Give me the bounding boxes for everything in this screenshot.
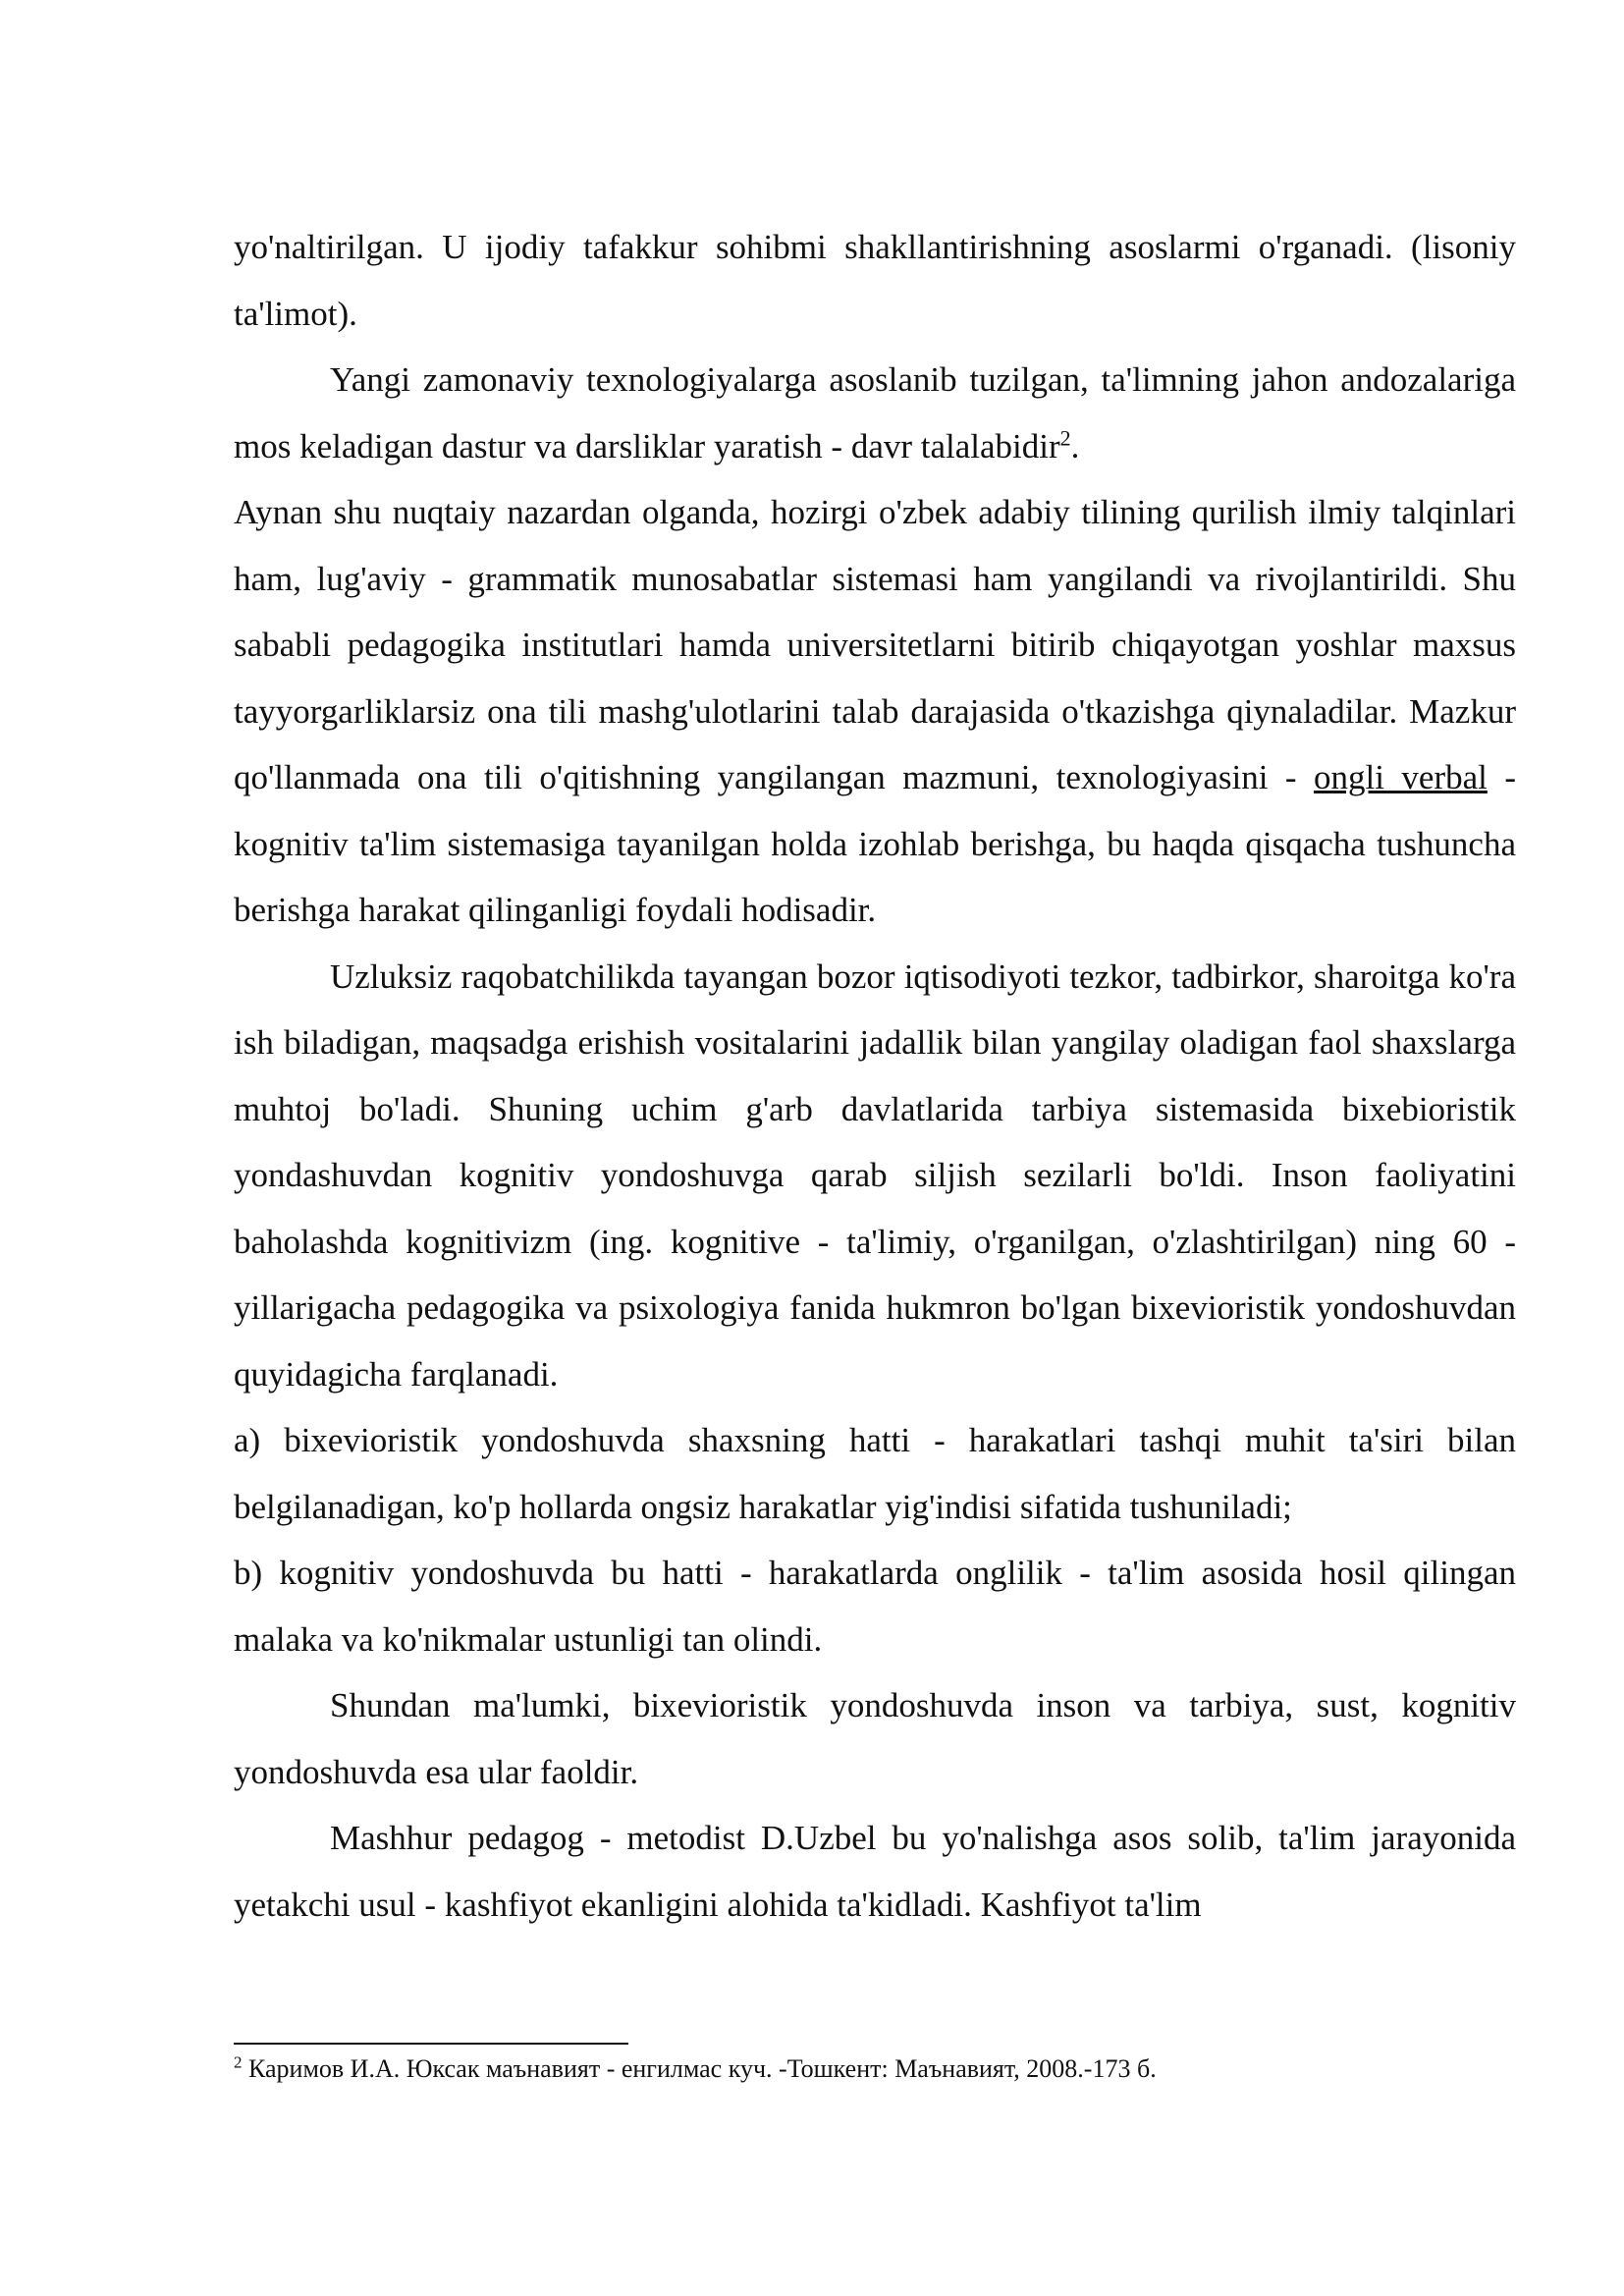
list-item-b: b) kognitiv yondoshuvda bu hatti - harakatlarda onglilik - ta'lim asosida hosil qilingan malaka va ko'nikmalar ustunligi tan olindi. [234, 1554, 1516, 1659]
underlined-term: ongli verbal [1314, 758, 1488, 796]
body-text [234, 214, 1516, 1938]
footnote [234, 2052, 1516, 2086]
paragraph-text: Yangi zamonaviy texnologiyalarga asoslanib tuzilgan, ta'limning jahon andozalariga mos keladigan dastur va darsliklar yaratish - davr talalabidir [234, 360, 1516, 465]
footnote-text: Каримов И.А. Юксак маънавият - енгилмас куч. -Тошкент: Маънавият, 2008.-173 б. [242, 2054, 1157, 2083]
paragraph-modern-technologies [234, 347, 1516, 479]
paragraph-uzbel: Mashhur pedagog - metodist D.Uzbel bu yo'nalishga asos solib, ta'lim jarayonida yetakchi usul - kashfiyot ekanligini alohida ta'kidladi. Kashfiyot ta'lim [234, 1819, 1516, 1924]
paragraph-continuation: yo'naltirilgan. U ijodiy tafakkur sohibmi shakllantirishning asoslarmi o'rganadi. (lisoniy ta'limot). [234, 228, 1516, 333]
paragraph-uzbek-language [234, 479, 1516, 944]
paragraph-market-economy: Uzluksiz raqobatchilikda tayangan bozor iqtisodiyoti tezkor, tadbirkor, sharoitga ko'ra ish biladigan, maqsadga erishish vositalarini jadallik bilan yangilay oladigan faol shaxslarga muhtoj bo'ladi. Shuning uchim g'arb davlatlarida tarbiya sistemasida bixebioristik yondashuvdan kognitiv yondoshuvga qarab siljish sezilarli bo'ldi. Inson faoliyatini baholashda kognitivizm (ing. kognitive - ta'limiy, o'rganilgan, o'zlashtirilgan) ning 60 - yillarigacha pedagogika va psixologiya fanida hukmron bo'lgan bixevioristik yondoshuvdan quyidagicha farqlanadi. [234, 957, 1516, 1394]
list-item-a: a) bixevioristik yondoshuvda shaxsning hatti - harakatlari tashqi muhit ta'siri bilan belgilanadigan, ko'p hollarda ongsiz harakatlar yig'indisi sifatida tushuniladi; [234, 1421, 1516, 1526]
footnote-number: 2 [234, 2052, 243, 2072]
paragraph-conclusion: Shundan ma'lumki, bixevioristik yondoshuvda inson va tarbiya, sust, kognitiv yondoshuvda esa ular faoldir. [234, 1686, 1516, 1791]
paragraph-end: . [1070, 426, 1080, 465]
paragraph-text: - kognitiv ta'lim sistemasiga tayanilgan holda izohlab berishga, bu haqda qisqacha tushuncha berishga harakat qilinganligi foydali hodisadir. [234, 758, 1516, 929]
footnote-separator [234, 2043, 628, 2045]
footnote-reference: 2 [1059, 424, 1071, 450]
paragraph-text: Aynan shu nuqtaiy nazardan olganda, hozirgi o'zbek adabiy tilining qurilish ilmiy talqinlari ham, lug'aviy - grammatik munosabatlar sistemasi ham yangilandi va rivojlantirildi. Shu sababli pedagogika institutlari hamda universitetlarni bitirib chiqayotgan yoshlar maxsus tayyorgarliklarsiz ona tili mashg'ulotlarini talab darajasida o'tkazishga qiynaladilar. Mazkur qo'llanmada ona tili o'qitishning yangilangan mazmuni, texnologiyasini - [234, 493, 1516, 796]
